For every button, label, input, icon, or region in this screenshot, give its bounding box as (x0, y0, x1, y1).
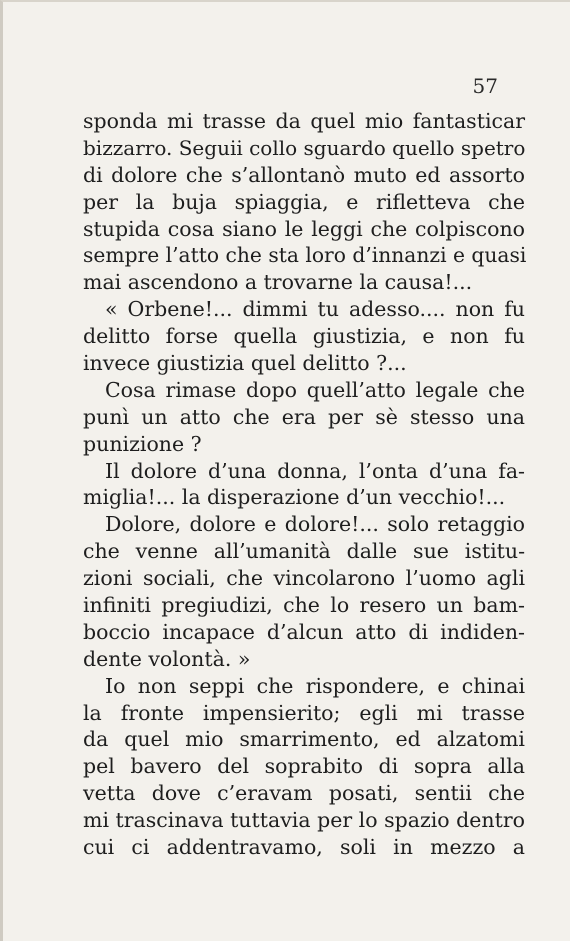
text-line: sempre l’atto che sta loro d’innanzi e quasi (83, 243, 527, 268)
text-line: zioni sociali, che vincolarono l’uomo agli (83, 566, 525, 591)
text-line: invece giustizia quel delitto ?... (83, 351, 407, 376)
text-line: mai ascendono a trovarne la causa!... (83, 270, 473, 295)
text-line: pel bavero del soprabito di sopra alla (83, 754, 525, 779)
text-line: Il dolore d’una donna, l’onta d’una fa- (105, 458, 525, 483)
text-line: bizzarro. Seguii collo sguardo quello spetro (83, 135, 526, 160)
text-line: punizione ? (83, 431, 202, 456)
text-line: di dolore che s’allontanò muto ed assorto (83, 162, 525, 187)
text-line: Dolore, dolore e dolore!... solo retaggio (105, 512, 525, 537)
text-line: che venne all’umanità dalle sue istitu- (83, 539, 525, 564)
text-line: cui ci addentravamo, soli in mezzo a (83, 835, 525, 860)
page-number: 57 (472, 74, 498, 98)
text-line: Cosa rimase dopo quell’atto legale che (105, 377, 525, 402)
text-line: per la buja spiaggia, e rifletteva che (83, 189, 525, 214)
text-line: « Orbene!... dimmi tu adesso.... non fu (105, 297, 525, 322)
text-line: mi trascinava tuttavia per lo spazio dentro (83, 808, 525, 833)
text-line: infiniti pregiudizi, che lo resero un bam- (83, 593, 525, 618)
text-line: la fronte impensierito; egli mi trasse (83, 700, 525, 725)
text-line: Io non seppi che rispondere, e chinai (105, 673, 525, 698)
text-line: miglia!... la disperazione d’un vecchio!... (83, 485, 506, 510)
text-line: punì un atto che era per sè stesso una (83, 404, 525, 429)
text-line: dente volontà. » (83, 646, 251, 671)
text-line: sponda mi trasse da quel mio fantasticar (83, 109, 525, 133)
text-line: delitto forse quella giustizia, e non fu (83, 324, 525, 349)
text-line: vetta dove c’eravam posati, sentii che (83, 781, 525, 806)
text-line: boccio incapace d’alcun atto di indiden- (83, 619, 525, 644)
text-line: da quel mio smarrimento, ed alzatomi (83, 727, 525, 752)
text-line: stupida cosa siano le leggi che colpiscono (83, 216, 525, 241)
body-text (83, 108, 525, 861)
